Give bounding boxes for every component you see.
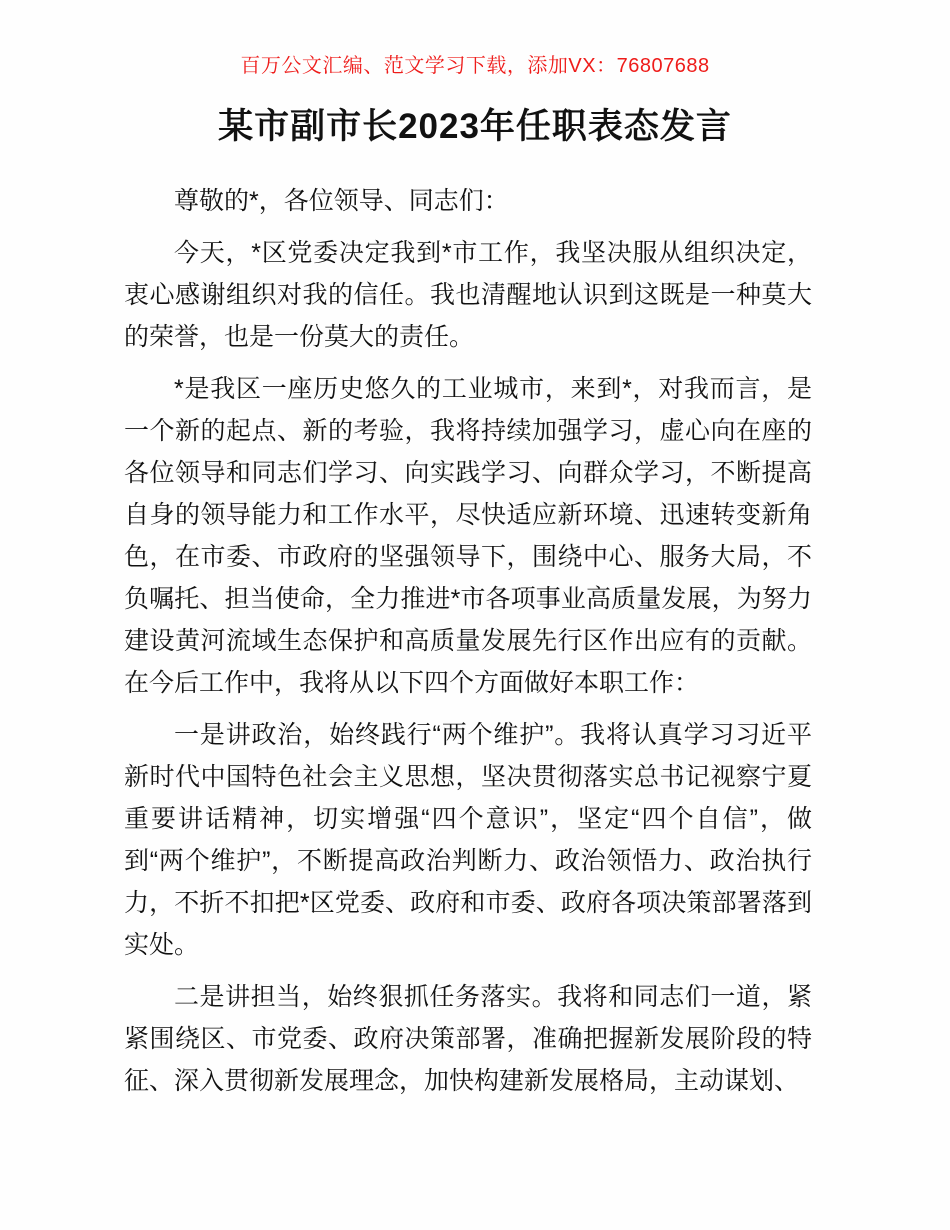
document-body xyxy=(124,180,812,1102)
body-paragraph-2: *是我区一座历史悠久的工业城市，来到*，对我而言，是一个新的起点、新的考验，我将持续加强学习，虚心向在座的各位领导和同志们学习、向实践学习、向群众学习，不断提高自身的领导能力和工作水平，尽快适应新环境、迅速转变新角色，在市委、市政府的坚强领导下，围绕中心、服务大局，不负嘱托、担当使命，全力推进*市各项事业高质量发展，为努力建设黄河流域生态保护和高质量发展先行区作出应有的贡献。在今后工作中，我将从以下四个方面做好本职工作： xyxy=(124,375,812,697)
document-title: 某市副市长2023年任职表态发言 xyxy=(218,107,732,146)
body-paragraph-4: 二是讲担当，始终狠抓任务落实。我将和同志们一道，紧紧围绕区、市党委、政府决策部署，准确把握新发展阶段的特征、深入贯彻新发展理念，加快构建新发展格局，主动谋划、 xyxy=(124,983,812,1095)
salutation-paragraph: 尊敬的*，各位领导、同志们： xyxy=(174,187,509,215)
body-paragraph-1: 今天，*区党委决定我到*市工作，我坚决服从组织决定，衷心感谢组织对我的信任。我也清醒地认识到这既是一种莫大的荣誉，也是一份莫大的责任。 xyxy=(124,239,812,351)
promo-banner-text: 百万公文汇编、范文学习下载，添加VX：76807688 xyxy=(240,55,710,77)
body-paragraph-3: 一是讲政治，始终践行“两个维护”。我将认真学习习近平新时代中国特色社会主义思想，坚决贯彻落实总书记视察宁夏重要讲话精神，切实增强“四个意识”，坚定“四个自信”，做到“两个维护”，不断提高政治判断力、政治领悟力、政治执行力，不折不扣把*区党委、政府和市委、政府各项决策部署落到实处。 xyxy=(124,721,812,959)
